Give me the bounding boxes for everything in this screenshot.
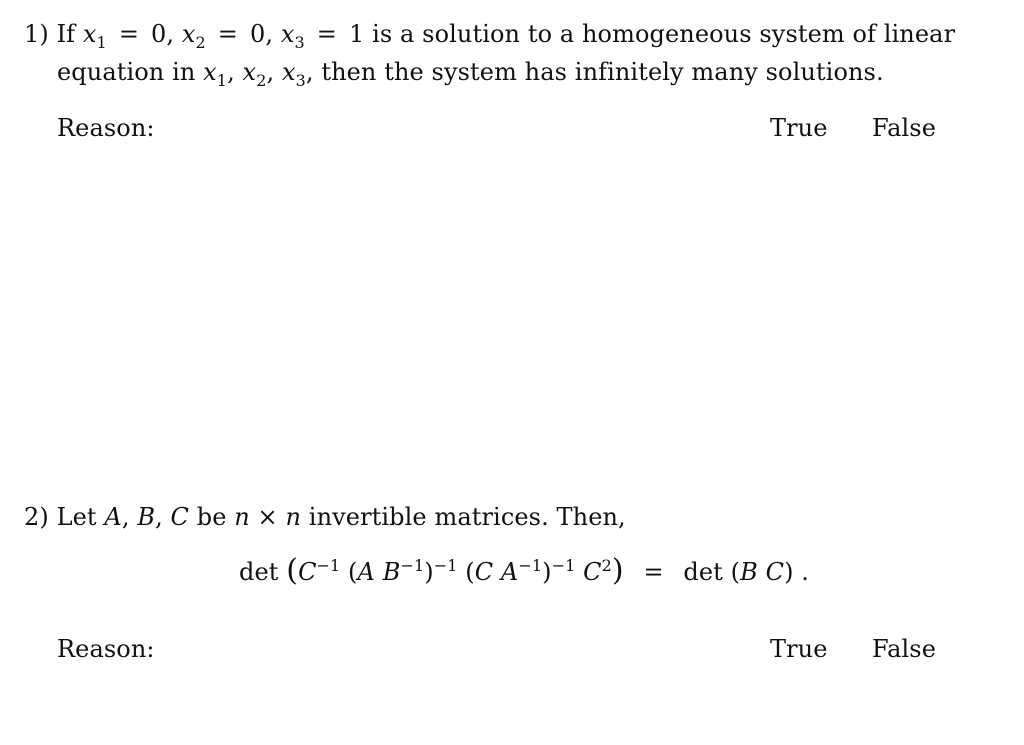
dimension-n: n [285, 503, 302, 531]
question-1-line-2: equation in $x_1$, $x_2$, $x_3$, then the system has infinitely many solutions. [57, 58, 884, 90]
matrix-c: C [170, 503, 189, 531]
big-paren-close: ) [611, 553, 624, 588]
equals-sign: = [316, 20, 337, 48]
question-1-true-option[interactable]: True [770, 114, 828, 142]
let-word: Let [56, 503, 97, 531]
x2-value: 0, [250, 20, 274, 48]
equals-sign: = [118, 20, 140, 48]
question-1-text-start: equation in [57, 58, 196, 86]
dimension-n: n [234, 503, 250, 531]
question-1-false-option[interactable]: False [872, 114, 937, 142]
x3-value: 1 [349, 20, 365, 48]
question-2-true-option[interactable]: True [770, 635, 828, 663]
x1-value: 0, [151, 20, 175, 48]
equals-sign: = [643, 558, 664, 586]
determinant-equation: $\det (C^{-1}$ (A $B^{-1})^{-1}$ (C $A^{-1})^{-1}$ $C^2) = \det (B$ C) . [239, 553, 809, 588]
big-paren-open: ( [286, 553, 299, 588]
var-x1: $x_1$ [82, 20, 107, 52]
var-x2: $x_2$ [242, 58, 267, 90]
var-x3: $x_3$ [281, 58, 306, 90]
var-x2: $x_2$ [181, 20, 206, 52]
matrix-a: A [104, 503, 122, 531]
equals-sign: = [217, 20, 239, 48]
question-1-number: 1) [24, 20, 49, 48]
question-2-number: 2) [24, 503, 49, 531]
det-left: det [239, 558, 279, 586]
det-right: det [683, 558, 723, 586]
question-1-text-end: then the system has infinitely many solutions. [321, 58, 884, 86]
matrix-b: B [137, 503, 156, 531]
var-x3: $x_3$ [280, 20, 305, 52]
question-1-line-1 [24, 19, 956, 52]
var-x1: $x_1$ [203, 58, 228, 90]
question-1-reason-label: Reason: [57, 114, 155, 142]
matrix-c: C [298, 558, 317, 586]
be-word: be [196, 503, 227, 531]
question-2-reason-label: Reason: [57, 635, 155, 663]
times-sign: × [257, 503, 278, 531]
question-2-intro-end: invertible matrices. Then, [308, 503, 626, 531]
question-2-intro: 2) Let A, B, C be n × n invertible matrices. Then, [24, 503, 626, 531]
question-1-text: is a solution to a homogeneous system of linear [372, 20, 956, 48]
question-2-false-option[interactable]: False [872, 635, 937, 663]
if-word: If [56, 20, 76, 48]
